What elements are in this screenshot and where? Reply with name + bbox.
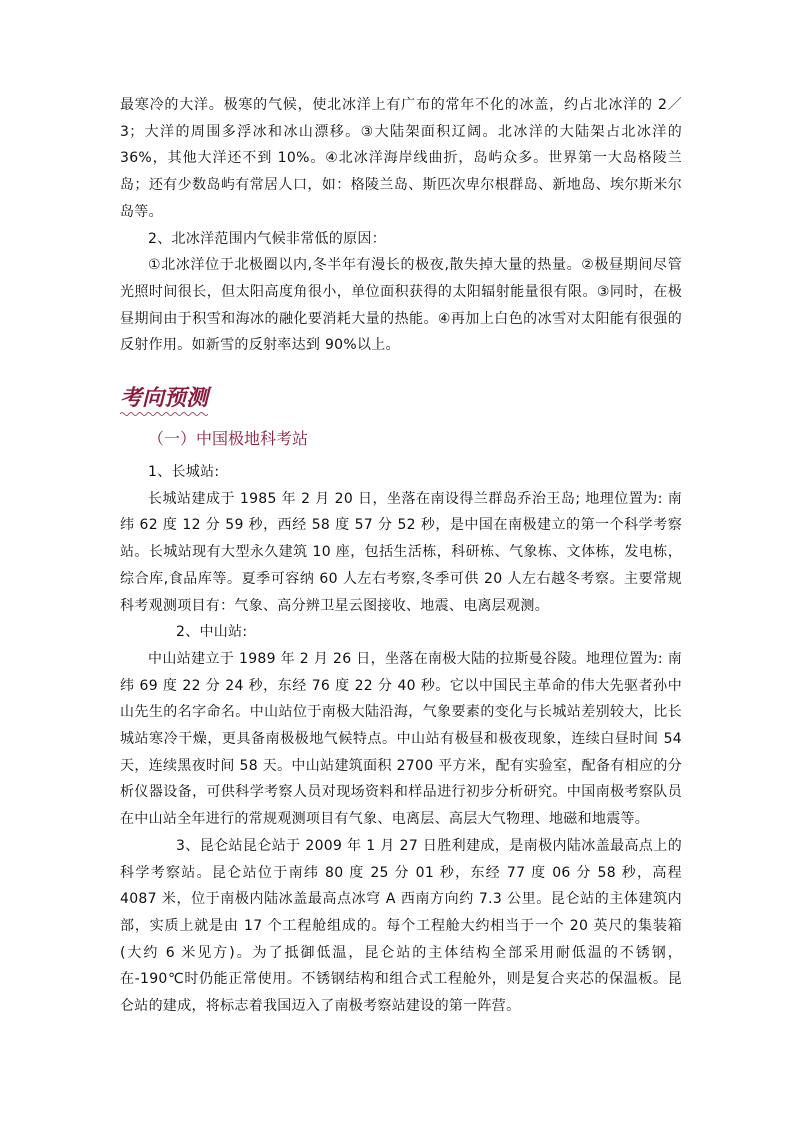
station-heading-zhongshan: 2、中山站: [176,624,248,641]
station-heading-changcheng: 1、长城站: [148,464,220,481]
intro-paragraph: 最寒冷的大洋。极寒的气候，使北冰洋上有广布的常年不化的冰盖，约占北冰洋的 2／3；大洋的周围多浮冰和冰山漂移。③大陆架面积辽阔。北冰洋的大陆架占北冰洋的 36%，其他大洋还不到 10%。④北冰洋海岸线曲折，岛屿众多。世界第一大岛格陵兰岛；还有少数岛屿有常居人口，如：格陵兰岛、斯匹次卑尔根群岛、新地岛、埃尔斯米尔岛等。 [120,97,682,220]
station-body-changcheng: 长城站建成于 1985 年 2 月 20 日，坐落在南设得兰群岛乔治王岛; 地理位置为: 南纬 62 度 12 分 59 秒，西经 58 度 57 分 52 秒，是中国在南极建立的第一个科学考察站。长城站现有大型永久建筑 10 座，包括生活栋，科研栋、气象栋、文体栋，发电栋，综合库,食品库等。夏季可容纳 60 人左右考察,冬季可供 20 人左右越冬考察。主要常规科考观测项目有：气象、高分辨卫星云图接收、地震、电离层观测。 [120,490,682,614]
station-body-zhongshan: 中山站建立于 1989 年 2 月 26 日，坐落在南极大陆的拉斯曼谷陵。地理位置为: 南纬 69 度 22 分 24 秒，东经 76 度 22 分 40 秒。它以中国民主革命的伟大先驱者孙中山先生的名字命名。中山站位于南极大陆沿海，气象要素的变化与长城站差别较大，比长城站寒冷干燥，更具备南极极地气候特点。中山站有极昼和极夜现象，连续白昼时间 54 天，连续黑夜时间 58 天。中山站建筑面积 2700 平方米，配有实验室，配备有相应的分析仪器设备，可供科学考察人员对现场资料和样品进行初步分析研究。中国南极考察队员在中山站全年进行的常规观测项目有气象、电离层、高层大气物理、地磁和地震等。 [120,650,682,828]
document-page [120,92,682,1020]
squiggle-underline-icon [120,411,208,417]
station-body-kunlun: 3、昆仑站昆仑站于 2009 年 1 月 27 日胜利建成，是南极内陆冰盖最高点上的科学考察站。昆仑站位于南纬 80 度 25 分 01 秒，东经 77 度 06 分 58 秒，高程 4087 米，位于南极内陆冰盖最高点冰穹 A 西南方向约 7.3 公里。昆仑站的主体建筑内部，实质上就是由 17 个工程舱组成的。每个工程舱大约相当于一个 20 英尺的集装箱(大约 6 米见方)。为了抵御低温，昆仑站的主体结构全部采用耐低温的不锈钢，在-190℃时仍能正常使用。不锈钢结构和组合式工程舱外，则是复合夹芯的保温板。昆仑站的建成，将标志着我国迈入了南极考察站建设的第一阵营。 [120,837,682,1015]
question-2-heading: 2、北冰洋范围内气候非常低的原因： [148,230,387,247]
section-title-text: 考向预测 [120,385,209,412]
subsection-title: （一）中国极地科考站 [148,429,309,449]
question-2-body: ①北冰洋位于北极圈以内,冬半年有漫长的极夜,散失掉大量的热量。②极昼期间尽管光照时间很长，但太阳高度角很小，单位面积获得的太阳辐射能量很有限。③同时，在极昼期间由于积雪和海冰的融化要消耗大量的热能。④再加上白色的冰雪对太阳能有很强的反射作用。如新雪的反射率达到 90%以上。 [120,257,682,354]
section-title [120,381,208,415]
